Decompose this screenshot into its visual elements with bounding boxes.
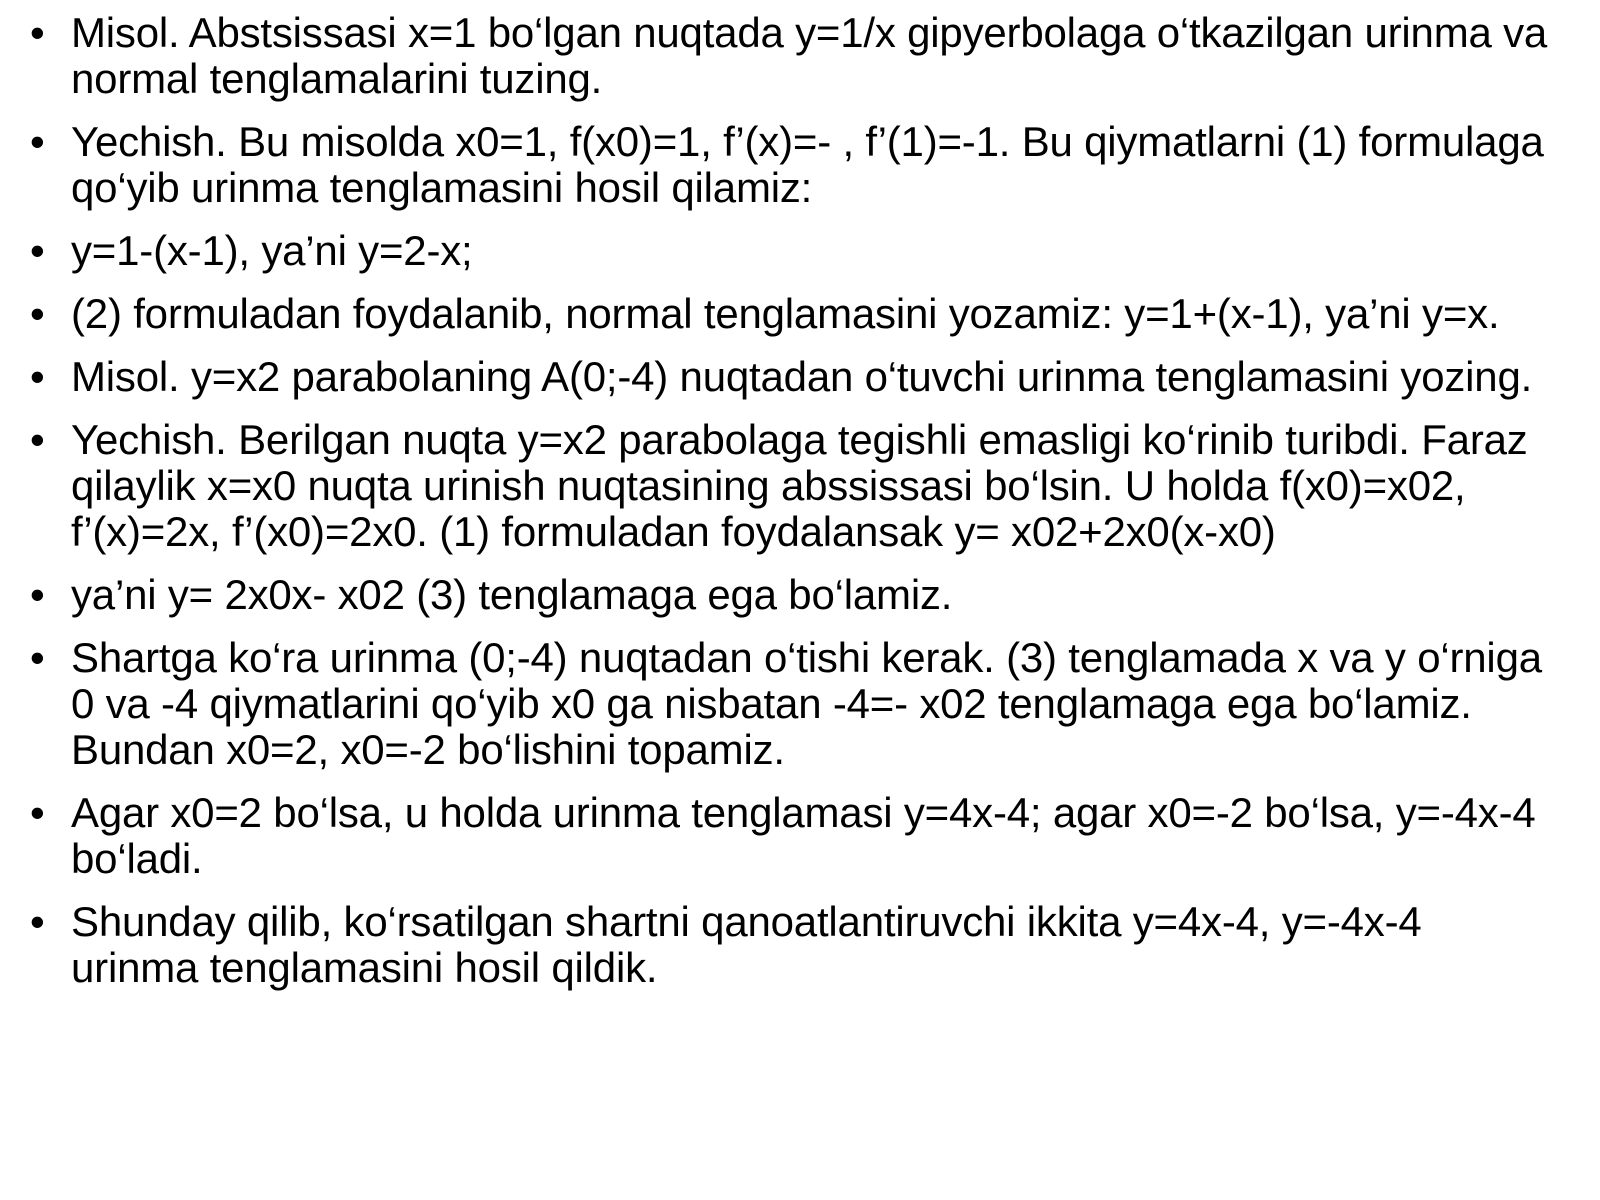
bullet-item-3 <box>30 228 1560 274</box>
bullet-item-8 <box>30 635 1560 773</box>
bullet-text: Misol. Abstsissasi x=1 bo‘lgan nuqtada y=1/x gipyerbolaga o‘tkazilgan urinma va normal tenglamalarini tuzing. <box>71 9 1548 102</box>
bullet-point-icon: • <box>30 118 45 165</box>
bullet-item-10 <box>30 899 1560 991</box>
bullet-list <box>30 10 1560 991</box>
bullet-point-icon: • <box>30 789 45 836</box>
bullet-item-2 <box>30 119 1560 211</box>
bullet-text: ya’ni y= 2x0x- x02 (3) tenglamaga ega bo‘lamiz. <box>71 571 953 618</box>
bullet-text: Shunday qilib, ko‘rsatilgan shartni qanoatlantiruvchi ikkita y=4x-4, y=-4x-4 urinma tenglamasini hosil qildik. <box>71 898 1422 991</box>
bullet-point-icon: • <box>30 571 45 618</box>
bullet-text: Yechish. Berilgan nuqta y=x2 parabolaga tegishli emasligi ko‘rinib turibdi. Faraz qilaylik x=x0 nuqta urinish nuqtasining abssissasi bo‘lsin. U holda f(x0)=x02, f’(x)=2x, f’(x0)=2x0. (1) formuladan foydalansak y= x02+2x0(x-x0) <box>71 416 1528 555</box>
bullet-text: Agar x0=2 bo‘lsa, u holda urinma tenglamasi y=4x-4; agar x0=-2 bo‘lsa, y=-4x-4 bo‘ladi. <box>71 789 1536 882</box>
bullet-point-icon: • <box>30 353 45 400</box>
bullet-item-4 <box>30 291 1560 337</box>
bullet-text: y=1-(x-1), ya’ni y=2-x; <box>71 227 473 274</box>
bullet-text: Misol. y=x2 parabolaning A(0;-4) nuqtadan o‘tuvchi urinma tenglamasini yozing. <box>71 353 1533 400</box>
bullet-point-icon: • <box>30 416 45 463</box>
bullet-point-icon: • <box>30 634 45 681</box>
bullet-item-6 <box>30 417 1560 555</box>
bullet-item-9 <box>30 790 1560 882</box>
bullet-text: (2) formuladan foydalanib, normal tenglamasini yozamiz: y=1+(x-1), ya’ni y=x. <box>71 290 1500 337</box>
bullet-item-7 <box>30 572 1560 618</box>
bullet-item-1 <box>30 10 1560 102</box>
bullet-point-icon: • <box>30 227 45 274</box>
bullet-point-icon: • <box>30 9 45 56</box>
bullet-point-icon: • <box>30 290 45 337</box>
bullet-text: Shartga ko‘ra urinma (0;-4) nuqtadan o‘tishi kerak. (3) tenglamada x va y o‘rniga 0 va -4 qiymatlarini qo‘yib x0 ga nisbatan -4=- x02 tenglamaga ega bo‘lamiz. Bundan x0=2, x0=-2 bo‘lishini topamiz. <box>71 634 1542 773</box>
bullet-point-icon: • <box>30 898 45 945</box>
bullet-text: Yechish. Bu misolda x0=1, f(x0)=1, f’(x)=- , f’(1)=-1. Bu qiymatlarni (1) formulaga qo‘yib urinma tenglamasini hosil qilamiz: <box>71 118 1544 211</box>
bullet-item-5 <box>30 354 1560 400</box>
